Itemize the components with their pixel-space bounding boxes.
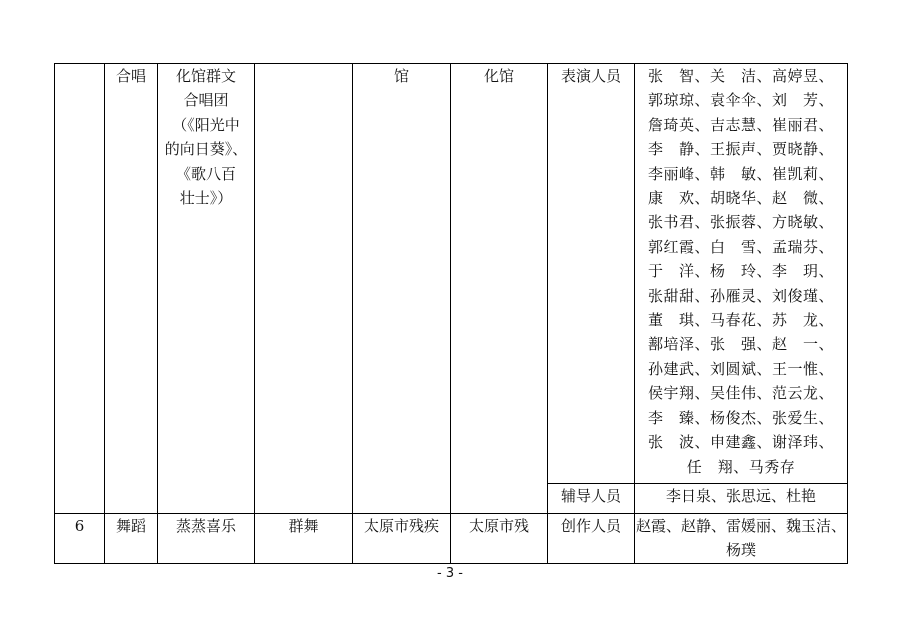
form-cell: 群舞 <box>255 514 353 564</box>
name-line: 孙建武、刘圆斌、王一惟、 <box>647 359 834 378</box>
name-line: 鄯培泽、张 强、赵 一、 <box>647 335 834 354</box>
name-line: 侯宇翔、吴佳伟、范云龙、 <box>647 384 834 403</box>
name-line: 张书君、张振蓉、方晓敏、 <box>647 213 834 232</box>
role-cell-performers: 表演人员 <box>548 64 635 484</box>
name-line: 郭红霞、白 雪、孟瑞芬、 <box>647 237 834 256</box>
page-number: - 3 - <box>437 566 463 581</box>
unit-cell-2: 化馆 <box>451 64 548 514</box>
table-row <box>55 514 848 564</box>
category-cell: 舞蹈 <box>105 514 158 564</box>
name-line: 董 琪、马春花、苏 龙、 <box>647 311 834 330</box>
name-line: 李 臻、杨俊杰、张爱生、 <box>647 408 834 427</box>
program-table <box>54 63 848 564</box>
name-line: 詹琦英、吉志慧、崔丽君、 <box>647 115 834 134</box>
number-cell <box>55 64 105 514</box>
role-cell-creators: 创作人员 <box>548 514 635 564</box>
name-line: 康 欢、胡晓华、赵 微、 <box>647 189 834 208</box>
form-cell <box>255 64 353 514</box>
name-line: 李 静、王振声、贾晓静、 <box>647 140 834 159</box>
number-cell: 6 <box>55 514 105 564</box>
role-cell-guides: 辅导人员 <box>548 484 635 514</box>
category-cell: 合唱 <box>105 64 158 514</box>
name-line: 张 智、关 洁、高婷昱、 <box>647 67 834 85</box>
program-cell: 化馆群文 合唱团 （《阳光中 的向日葵》、 《歌八百 壮士》） <box>158 64 255 514</box>
creators-cell: 赵霞、赵静、雷媛丽、魏玉洁、杨璞 <box>635 514 848 564</box>
name-line: 李丽峰、韩 敏、崔凯莉、 <box>647 164 834 183</box>
name-line: 郭琼琼、袁伞伞、刘 芳、 <box>647 91 834 110</box>
unit-cell-2: 太原市残 <box>451 514 548 564</box>
name-line: 张 波、申建鑫、谢泽玮、 <box>647 433 834 452</box>
name-line: 任 翔、马秀存 <box>686 457 796 476</box>
performers-cell <box>635 64 848 484</box>
table-row <box>55 64 848 484</box>
name-line: 张甜甜、孙雁灵、刘俊瑾、 <box>647 286 834 305</box>
unit-cell-1: 馆 <box>353 64 451 514</box>
guides-cell: 李日泉、张思远、杜艳 <box>635 484 848 514</box>
unit-cell-1: 太原市残疾 <box>353 514 451 564</box>
program-cell: 蒸蒸喜乐 <box>158 514 255 564</box>
name-line: 于 洋、杨 玲、李 玥、 <box>647 262 834 281</box>
